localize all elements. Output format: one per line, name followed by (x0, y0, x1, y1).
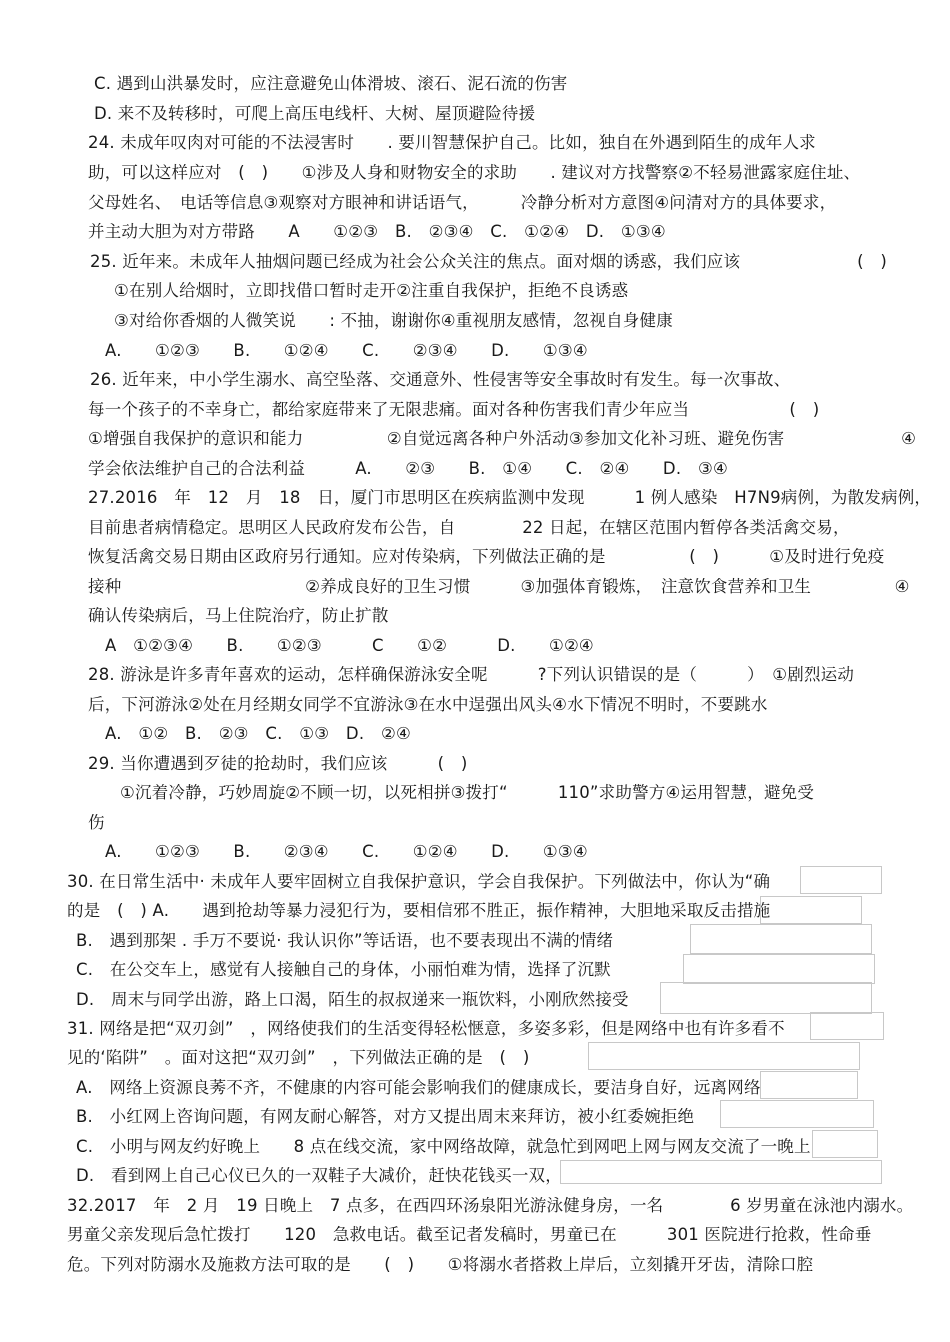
text-line: B. 小红网上咨询问题，有网友耐心解答，对方又提出周末来拜访，被小红委婉拒绝 (76, 1107, 695, 1126)
text-line: C. 在公交车上，感觉有人接触自己的身体，小丽怕难为情，选择了沉默 (76, 960, 611, 979)
text-line: ③对给你香烟的人微笑说 : 不抽，谢谢你④重视朋友感情，忽视自身健康 (114, 311, 673, 330)
text-line: A ①②③④ B. ①②③ C ①② D. ①②④ (105, 636, 594, 655)
text-line: 的是 ( ) A. 遇到抢劫等暴力浸犯行为，要相信邪不胜正，振作精神，大胆地采取反击措施 (67, 901, 771, 920)
text-line: 30. 在日常生活中· 未成年人要牢固树立自我保护意识，学会自我保护。下列做法中，你认为“确 (67, 872, 771, 891)
text-line: 见的‘陷阱” 。面对这把“双刃剑” ，下列做法正确的是 ( ) (67, 1048, 530, 1067)
decorative-box (660, 982, 872, 1014)
decorative-box (720, 1100, 874, 1128)
decorative-box (683, 954, 875, 984)
text-line: 父母姓名、 电话等信息③观察对方眼神和讲话语气， 冷静分析对方意图④问清对方的具体要求， (88, 193, 837, 212)
text-line: 接种 ②养成良好的卫生习惯 ③加强体育锻炼， 注意饮食营养和卫生 ④ (88, 577, 910, 596)
text-line: 28. 游泳是许多青年喜欢的运动，怎样确保游泳安全呢 ?下列认识错误的是（ ） ①剧烈运动 (88, 665, 855, 684)
text-line: C. 小明与网友约好晚上 8 点在线交流，家中网络故障，就急忙到网吧上网与网友交流了一晚上 (76, 1137, 811, 1156)
text-line: A. ①②③ B. ②③④ C. ①②④ D. ①③④ (105, 842, 588, 861)
text-line: ①增强自我保护的意识和能力 ②自觉远离各种户外活动③参加文化补习班、避免伤害 ④ (88, 429, 917, 448)
text-line: 后，下河游泳②处在月经期女同学不宜游泳③在水中逞强出风头④水下情况不明时，不要跳水 (88, 695, 768, 714)
text-line: ①在别人给烟时，立即找借口暂时走开②注重自我保护，拒绝不良诱惑 (114, 281, 629, 300)
text-line: 男童父亲发现后急忙拨打 120 急救电话。截至记者发稿时，男童已在 301 医院进行抢救，性命垂 (67, 1225, 872, 1244)
decorative-box (760, 1071, 858, 1099)
decorative-box (560, 1160, 882, 1184)
text-line: 学会依法维护自己的合法利益 A. ②③ B. ①④ C. ②④ D. ③④ (88, 459, 728, 478)
text-line: 27.2016 年 12 月 18 日，厦门市思明区在疾病监测中发现 1 例人感染 H7N9病例，为散发病例， (88, 488, 932, 507)
text-line: 目前患者病情稳定。思明区人民政府发布公告，自 22 日起，在辖区范围内暂停各类活禽交易， (88, 518, 850, 537)
text-line: 确认传染病后，马上住院治疗，防止扩散 (88, 606, 389, 625)
decorative-box (588, 1042, 860, 1070)
decorative-box (760, 896, 862, 924)
decorative-box (690, 924, 872, 954)
text-line: 25. 近年来。未成年人抽烟问题已经成为社会公众关注的焦点。面对烟的诱惑，我们应该 ( ) (90, 252, 888, 271)
text-line: D. 来不及转移时，可爬上高压电线杆、大树、屋顶避险待援 (94, 104, 536, 123)
text-line: 助，可以这样应对 ( ) ①涉及人身和财物安全的求助 . 建议对方找警察②不轻易泄露家庭住址、 (88, 163, 861, 182)
decorative-box (812, 1130, 878, 1158)
text-line: D. 看到网上自己心仪已久的一双鞋子大减价，赶快花钱买一双， (76, 1166, 562, 1185)
text-line: 恢复活禽交易日期由区政府另行通知。应对传染病，下列做法正确的是 ( ) ①及时进行免疫 (88, 547, 885, 566)
text-line: 伤 (88, 813, 105, 832)
text-line: B. 遇到那架 . 手万不要说· 我认识你”等话语，也不要表现出不满的情绪 (76, 931, 614, 950)
text-line: 24. 未成年叹肉对可能的不法浸害时 . 要川智慧保护自己。比如，独自在外遇到陌生的成年人求 (88, 133, 816, 152)
decorative-box (810, 1012, 884, 1040)
text-line: ①沉着冷静，巧妙周旋②不顾一切，以死相拼③拨打“ 110”求助警方④运用智慧，避免受 (120, 783, 815, 802)
text-line: D. 周末与同学出游，路上口渴，陌生的叔叔递来一瓶饮料，小刚欣然接受 (76, 990, 629, 1009)
text-line: A. ①② B. ②③ C. ①③ D. ②④ (105, 724, 411, 743)
text-line: 26. 近年来，中小学生溺水、高空坠落、交通意外、性侵害等安全事故时有发生。每一次事故、 (90, 370, 791, 389)
text-line: 每一个孩子的不幸身亡，都给家庭带来了无限悲痛。面对各种伤害我们青少年应当 ( ) (88, 400, 820, 419)
decorative-box (800, 866, 882, 894)
text-line: C. 遇到山洪暴发时，应注意避免山体滑坡、滚石、泥石流的伤害 (94, 74, 568, 93)
text-line: 29. 当你遭遇到歹徒的抢劫时，我们应该 ( ) (88, 754, 468, 773)
text-line: 31. 网络是把“双刃剑” ，网络使我们的生活变得轻松惬意，多姿多彩，但是网络中也有许多看不 (67, 1019, 785, 1038)
text-line: A. 网络上资源良莠不齐，不健康的内容可能会影响我们的健康成长，要洁身自好，远离网络 (76, 1078, 761, 1097)
text-line: 危。下列对防溺水及施救方法可取的是 ( ) ①将溺水者搭救上岸后，立刻撬开牙齿，清除口腔 (67, 1255, 814, 1274)
text-line: 并主动大胆为对方带路 A ①②③ B. ②③④ C. ①②④ D. ①③④ (88, 222, 666, 241)
text-line: A. ①②③ B. ①②④ C. ②③④ D. ①③④ (105, 341, 588, 360)
text-line: 32.2017 年 2 月 19 日晚上 7 点多，在西四环汤泉阳光游泳健身房，一名 6 岁男童在泳池内溺水。 (67, 1196, 914, 1215)
